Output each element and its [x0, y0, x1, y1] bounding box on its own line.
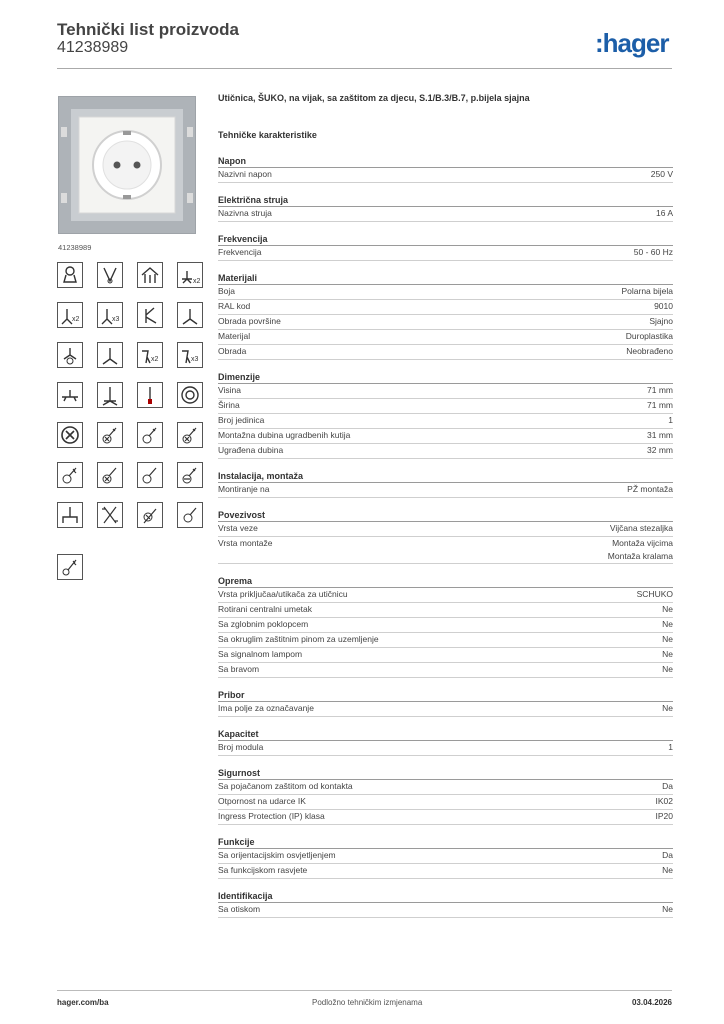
spec-value: 9010: [654, 301, 673, 311]
section-gap: [218, 918, 673, 930]
spec-value: 71 mm: [647, 400, 673, 410]
header-divider: [57, 68, 672, 69]
spec-row: [218, 849, 673, 864]
spec-section: [218, 891, 673, 930]
socket-x3-icon: [177, 342, 203, 368]
spec-row: [218, 483, 673, 498]
spec-label: Ima polje za označavanje: [218, 703, 314, 713]
spec-row: [218, 903, 673, 918]
spec-row: [218, 702, 673, 717]
spec-row: [218, 330, 673, 345]
terminal-icon: [57, 502, 83, 528]
section-title: Povezivost: [218, 510, 673, 522]
pushbutton-icon: [137, 382, 163, 408]
section-title: Identifikacija: [218, 891, 673, 903]
spec-value: Montaža vijcima Montaža kralama: [607, 538, 673, 561]
spec-label: Rotirani centralni umetak: [218, 604, 313, 614]
spec-label: Sa funkcijskom rasvjete: [218, 865, 308, 875]
product-title: Utičnica, ŠUKO, na vijak, sa zaštitom za djecu, S.1/B.3/B.7, p.bijela sjajna: [218, 93, 530, 103]
section-gap: [218, 459, 673, 471]
spec-row: [218, 633, 673, 648]
product-number: 41238989: [57, 39, 129, 56]
section-gap: [218, 825, 673, 837]
spec-label: Širina: [218, 400, 240, 410]
spec-section: [218, 471, 673, 510]
socket-x3-icon: [97, 302, 123, 328]
key-switch-icon: [57, 462, 83, 488]
spec-row: [218, 285, 673, 300]
spec-row: [218, 315, 673, 330]
spec-value: Ne: [662, 619, 673, 629]
spec-row: [218, 864, 673, 879]
svg-text:x2: x2: [193, 278, 201, 285]
spec-row: [218, 648, 673, 663]
spec-section: [218, 837, 673, 891]
spec-row: [218, 741, 673, 756]
spec-row: [218, 345, 673, 360]
section-title: Kapacitet: [218, 729, 673, 741]
socket-illustration: [59, 97, 195, 233]
section-gap: [218, 717, 673, 729]
spec-label: Materijal: [218, 331, 251, 341]
spec-sections: [218, 156, 673, 930]
image-caption: 41238989: [58, 243, 92, 252]
spec-label: Visina: [218, 385, 241, 395]
section-title: Funkcije: [218, 837, 673, 849]
cross-switch-icon: [97, 502, 123, 528]
spec-label: Obrada površine: [218, 316, 281, 326]
spec-value: Ne: [662, 604, 673, 614]
spec-label: Broj modula: [218, 742, 264, 752]
spec-value: Ne: [662, 703, 673, 713]
spec-value: 50 - 60 Hz: [633, 247, 673, 257]
spec-value: SCHUKO: [636, 589, 673, 599]
key-switch-icon: [137, 462, 163, 488]
house-icon: [137, 262, 163, 288]
spec-row: [218, 603, 673, 618]
spec-value: Ne: [662, 865, 673, 875]
key-lamp-icon: [177, 422, 203, 448]
section-title: Materijali: [218, 273, 673, 285]
socket-x2-icon: [137, 342, 163, 368]
socket-icon: [177, 302, 203, 328]
dimmer-switch-icon: [137, 502, 163, 528]
section-title: Pribor: [218, 690, 673, 702]
section-title: Dimenzije: [218, 372, 673, 384]
spec-label: Obrada: [218, 346, 247, 356]
section-title: Instalacija, montaža: [218, 471, 673, 483]
section-gap: [218, 261, 673, 273]
section-gap: [218, 879, 673, 891]
spec-label: Nazivna struja: [218, 208, 272, 218]
spec-label: Sa signalnom lampom: [218, 649, 303, 659]
hager-logo: :hager: [595, 28, 669, 58]
spec-label: Sa okruglim zaštitnim pinom za uzemljenje: [218, 634, 379, 644]
spec-label: Otpornost na udarce IK: [218, 796, 306, 806]
spec-row: [218, 618, 673, 633]
key-lamp-icon: [97, 422, 123, 448]
spec-value: Vijčana stezaljka: [609, 523, 673, 533]
section-title: Električna struja: [218, 195, 673, 207]
section-gap: [218, 498, 673, 510]
spec-value: Sjajno: [649, 316, 673, 326]
spec-row: [218, 168, 673, 183]
spec-section: [218, 234, 673, 273]
spec-label: Frekvencija: [218, 247, 262, 257]
spec-value: Da: [662, 781, 673, 791]
socket-x2-icon: [57, 302, 83, 328]
spec-label: Sa zglobnim poklopcem: [218, 619, 309, 629]
spec-value: Ne: [662, 664, 673, 674]
spec-section: [218, 156, 673, 195]
key-switch-icon: [57, 554, 83, 580]
socket-icon: [97, 342, 123, 368]
spec-value: Duroplastika: [625, 331, 673, 341]
spec-row: [218, 780, 673, 795]
target-icon: [177, 382, 203, 408]
spec-value: PŽ montaža: [627, 484, 673, 494]
tech-heading: Tehničke karakteristike: [218, 130, 317, 140]
switch-icon: [97, 262, 123, 288]
socket-x2-icon: [177, 262, 203, 288]
socket-lamp-icon: [57, 342, 83, 368]
bell-icon: [57, 262, 83, 288]
spec-value: IK02: [655, 796, 673, 806]
section-title: Frekvencija: [218, 234, 673, 246]
page-title: Tehnički list proizvoda: [57, 20, 239, 39]
spec-row: [218, 522, 673, 537]
spec-label: RAL kod: [218, 301, 251, 311]
spec-section: [218, 729, 673, 768]
key-lamp-icon: [97, 462, 123, 488]
spec-label: Sa orijentacijskim osvjetljenjem: [218, 850, 336, 860]
spec-value: Neobrađeno: [626, 346, 673, 356]
spec-label: Nazivni napon: [218, 169, 272, 179]
spec-label: Ingress Protection (IP) klasa: [218, 811, 325, 821]
spec-section: [218, 690, 673, 729]
lamp-circle-icon: [57, 422, 83, 448]
product-image: [58, 96, 196, 234]
section-gap: [218, 222, 673, 234]
spec-row: [218, 384, 673, 399]
spec-section: [218, 372, 673, 471]
svg-text:x3: x3: [112, 316, 120, 323]
spec-label: Boja: [218, 286, 236, 296]
spec-section: [218, 576, 673, 690]
section-gap: [218, 678, 673, 690]
section-gap: [218, 756, 673, 768]
spec-row: [218, 300, 673, 315]
switch-icon: [177, 502, 203, 528]
spec-label: Montiranje na: [218, 484, 270, 494]
spec-value: 71 mm: [647, 385, 673, 395]
spec-row: [218, 537, 673, 564]
spec-row: [218, 663, 673, 678]
dimmer-icon: [57, 382, 83, 408]
spec-value: 31 mm: [647, 430, 673, 440]
section-title: Napon: [218, 156, 673, 168]
spec-label: Montažna dubina ugradbenih kutija: [218, 430, 351, 440]
footer-divider: [57, 990, 672, 991]
spec-row: [218, 444, 673, 459]
footer-date: 03.04.2026: [631, 998, 672, 1007]
spec-label: Ugrađena dubina: [218, 445, 284, 455]
spec-panel: [218, 93, 673, 930]
spec-row: [218, 795, 673, 810]
spec-value: 32 mm: [647, 445, 673, 455]
spec-row: [218, 207, 673, 222]
spec-section: [218, 510, 673, 576]
spec-label: Vrsta priključaa/utikača za utičnicu: [218, 589, 348, 599]
section-title: Sigurnost: [218, 768, 673, 780]
section-gap: [218, 360, 673, 372]
socket-icon: [97, 382, 123, 408]
section-title: Oprema: [218, 576, 673, 588]
spec-row: [218, 399, 673, 414]
svg-text:x3: x3: [191, 356, 199, 363]
spec-section: [218, 768, 673, 837]
spec-section: [218, 273, 673, 372]
svg-text:x2: x2: [151, 356, 159, 363]
spec-row: [218, 414, 673, 429]
spec-label: Broj jedinica: [218, 415, 265, 425]
spec-value: 250 V: [650, 169, 673, 179]
spec-value: Polarna bijela: [621, 286, 673, 296]
spec-value: IP20: [655, 811, 673, 821]
spec-label: Sa bravom: [218, 664, 260, 674]
spec-row: [218, 429, 673, 444]
section-gap: [218, 564, 673, 576]
spec-label: Sa pojačanom zaštitom od kontakta: [218, 781, 353, 791]
footer-notice: Podložno tehničkim izmjenama: [312, 998, 423, 1007]
spec-label: Vrsta veze: [218, 523, 258, 533]
spec-section: [218, 195, 673, 234]
footer-website[interactable]: hager.com/ba: [57, 998, 109, 1007]
spec-row: [218, 810, 673, 825]
section-gap: [218, 183, 673, 195]
socket-switch-icon: [137, 302, 163, 328]
key-switch-icon: [137, 422, 163, 448]
spec-row: [218, 588, 673, 603]
spec-label: Sa otiskom: [218, 904, 261, 914]
spec-value: Da: [662, 850, 673, 860]
spec-value: Ne: [662, 904, 673, 914]
spec-value: 1: [668, 742, 673, 752]
key-switch-icon: [177, 462, 203, 488]
spec-value: 1: [668, 415, 673, 425]
spec-row: [218, 246, 673, 261]
spec-label: Vrsta montaže: [218, 538, 273, 548]
svg-text:x2: x2: [72, 316, 80, 323]
spec-value: 16 A: [655, 208, 673, 218]
spec-value: Ne: [662, 634, 673, 644]
spec-value: Ne: [662, 649, 673, 659]
